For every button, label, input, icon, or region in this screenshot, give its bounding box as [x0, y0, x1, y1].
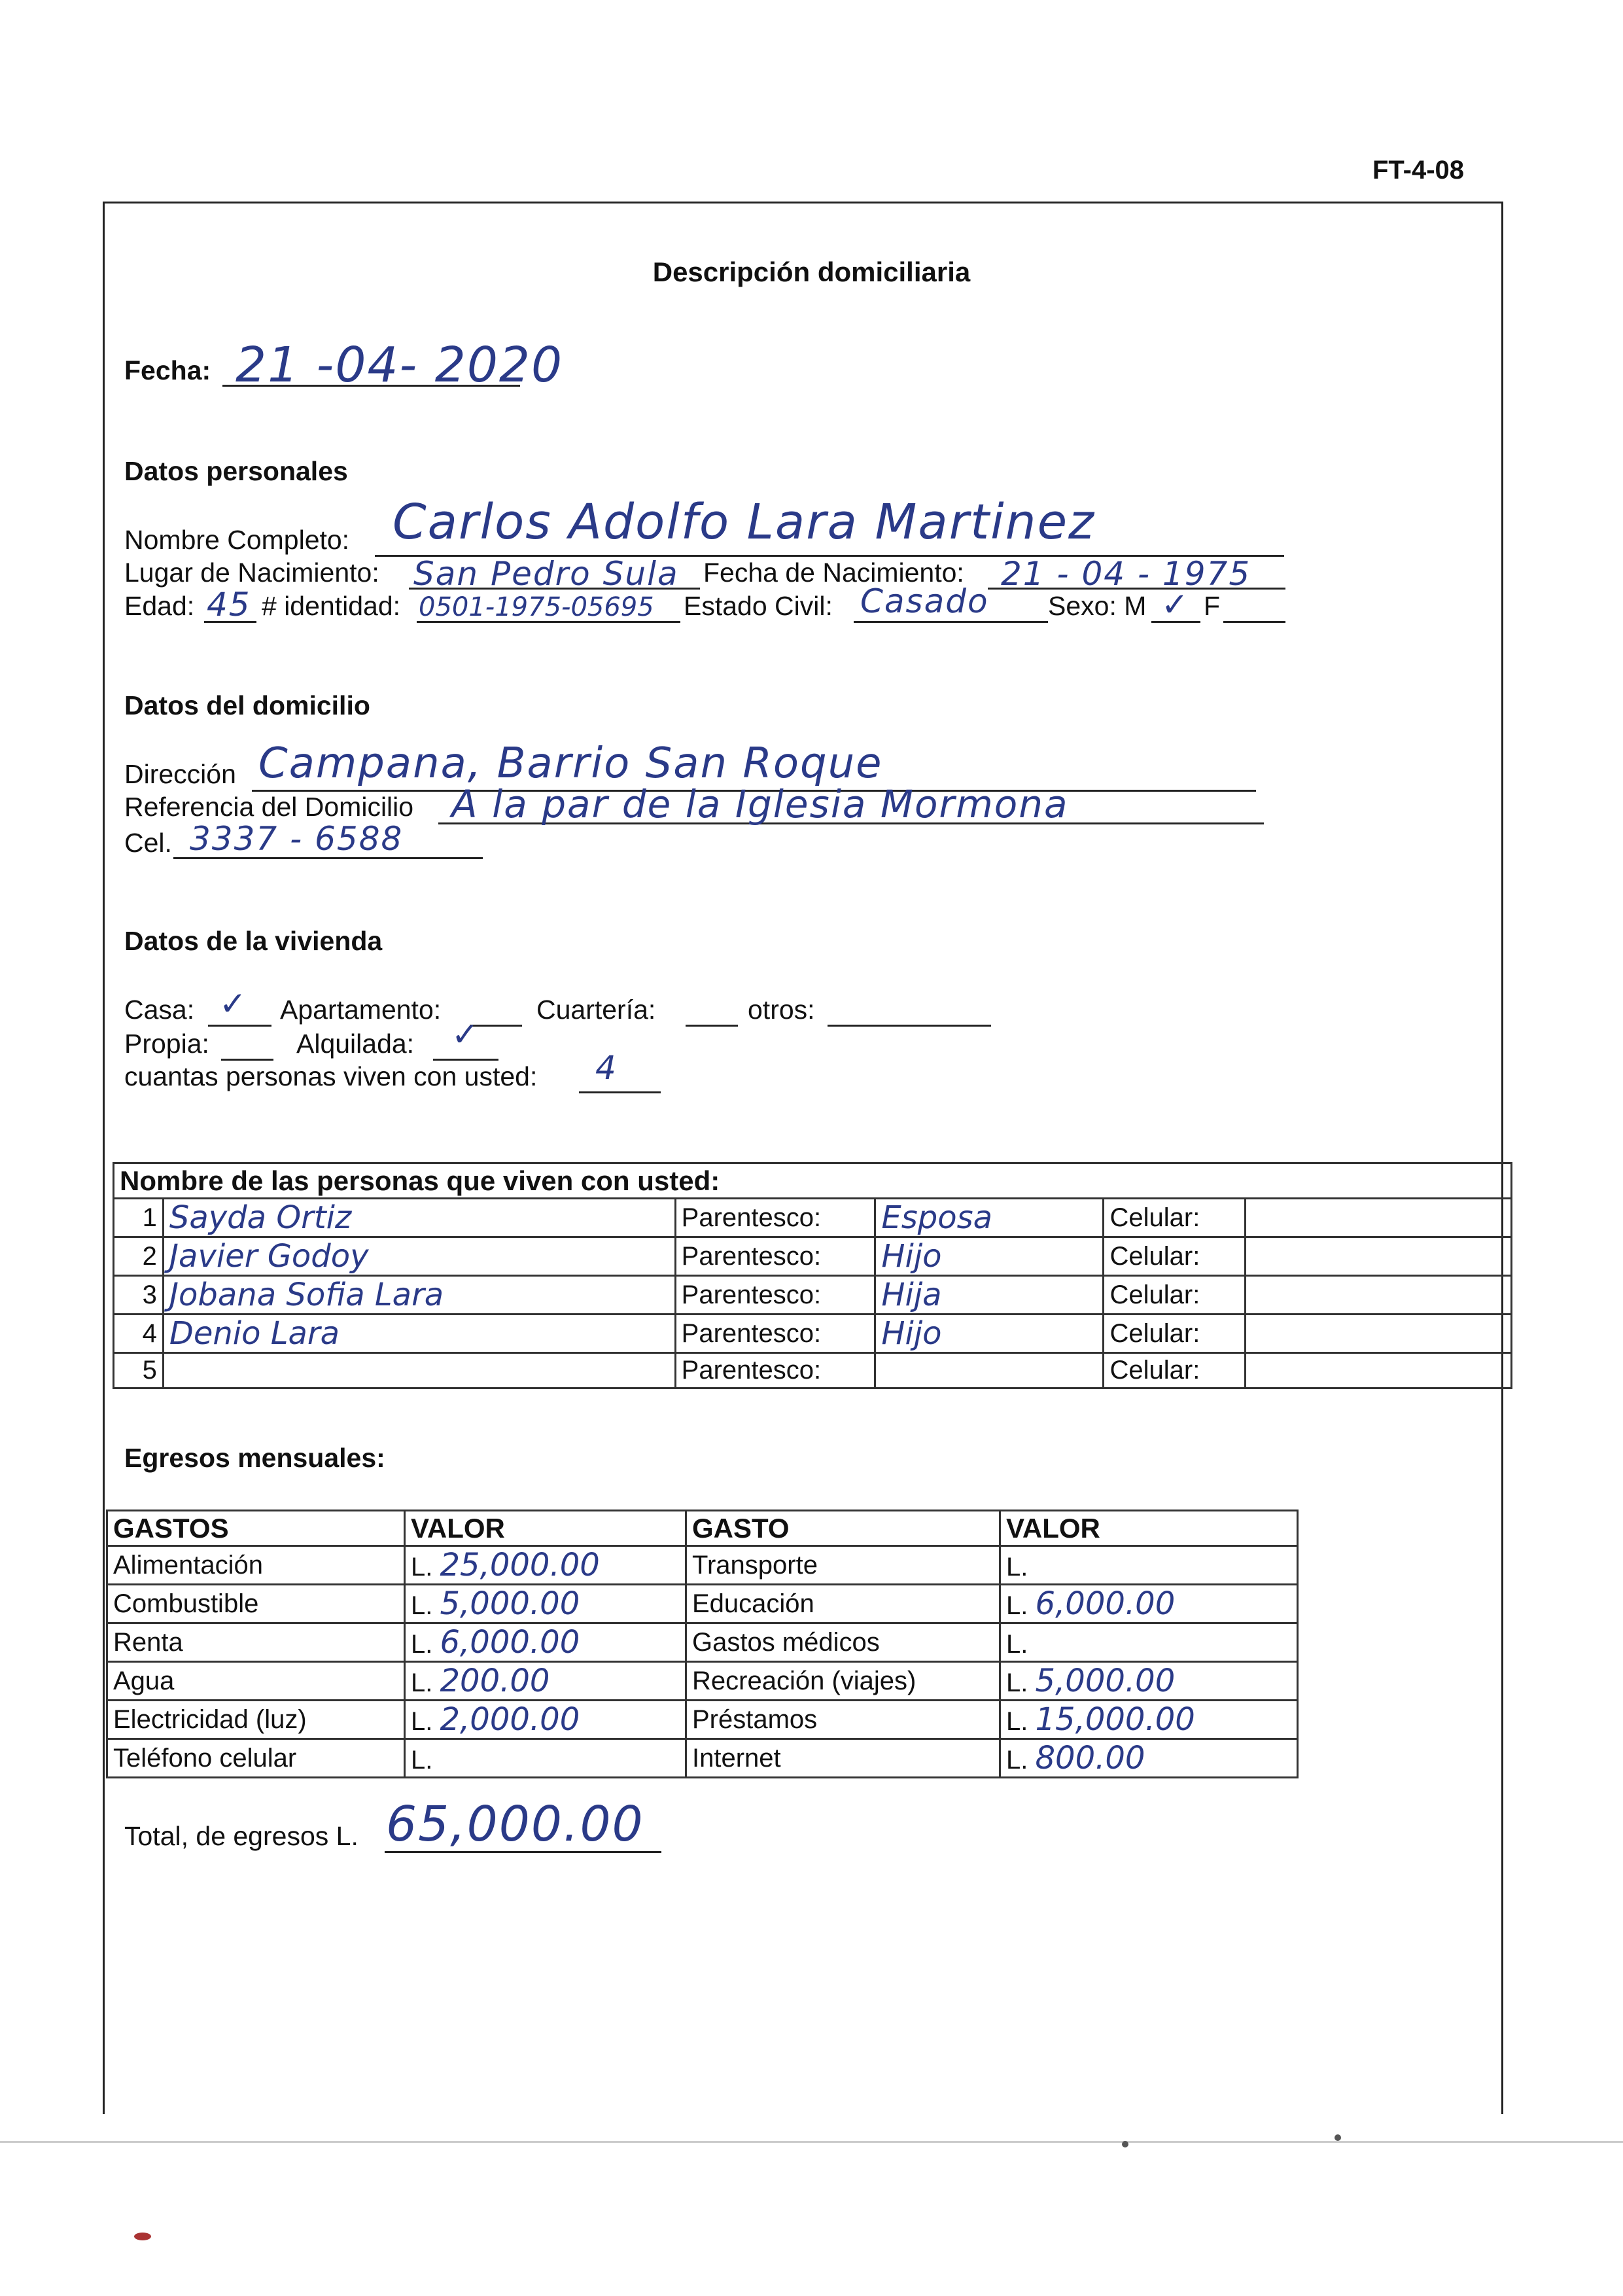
estado-civil-line	[854, 621, 1048, 623]
table-row	[107, 1662, 1298, 1701]
table-row	[114, 1199, 1512, 1237]
edad-label: Edad:	[124, 591, 195, 621]
propia-line	[221, 1059, 273, 1061]
gasto-valor-amount: 6,000.00	[440, 1624, 580, 1661]
fecha-nac-value: 21 - 04 - 1975	[1001, 555, 1251, 593]
table-row	[114, 1353, 1512, 1388]
celular-label: Celular:	[1104, 1199, 1246, 1237]
alquilada-line	[433, 1059, 498, 1061]
table-row	[107, 1546, 1298, 1585]
currency-label: L.	[1006, 1669, 1028, 1697]
parentesco-label: Parentesco:	[675, 1353, 875, 1388]
fecha-nac-label: Fecha de Nacimiento:	[703, 557, 964, 588]
gasto-valor-amount: 6,000.00	[1035, 1585, 1176, 1622]
personas-table-header: Nombre de las personas que viven con usted:	[114, 1163, 1512, 1199]
persona-nombre: Denio Lara	[163, 1315, 675, 1353]
gasto-valor	[405, 1662, 686, 1701]
col-valor: VALOR	[405, 1511, 686, 1546]
col-gastos: GASTOS	[107, 1511, 405, 1546]
gasto-valor	[405, 1546, 686, 1585]
alquilada-checkmark: ✓	[451, 1016, 480, 1053]
total-egresos-label: Total, de egresos L.	[124, 1821, 358, 1851]
fecha-value: 21 -04- 2020	[236, 337, 564, 393]
gasto-valor	[1000, 1662, 1298, 1701]
scan-speck	[134, 2233, 151, 2240]
page-title: Descripción domiciliaria	[652, 256, 971, 287]
cel-value: 3337 - 6588	[190, 820, 404, 858]
gasto-valor	[405, 1623, 686, 1662]
form-code: FT-4-08	[1372, 156, 1465, 185]
currency-label: L.	[1006, 1591, 1028, 1620]
total-egresos-value: 65,000.00	[386, 1796, 644, 1852]
persona-celular	[1246, 1276, 1512, 1315]
persona-celular	[1246, 1353, 1512, 1388]
scan-edge-line	[0, 2141, 1623, 2143]
parentesco-label: Parentesco:	[675, 1199, 875, 1237]
gasto-nombre: Préstamos	[686, 1701, 1000, 1739]
gasto-nombre: Alimentación	[107, 1546, 405, 1585]
table-row	[107, 1623, 1298, 1662]
persona-parentesco: Hijo	[875, 1237, 1104, 1276]
currency-label: L.	[1006, 1553, 1028, 1581]
gasto-valor	[1000, 1623, 1298, 1662]
identidad-value: 0501-1975-05695	[419, 592, 654, 622]
sexo-m-checkmark: ✓	[1161, 586, 1190, 624]
persona-parentesco: Esposa	[875, 1199, 1104, 1237]
gasto-valor-amount: 5,000.00	[1035, 1663, 1176, 1699]
personas-count-value: 4	[595, 1049, 618, 1087]
table-row	[114, 1237, 1512, 1276]
row-number: 2	[114, 1237, 164, 1276]
gasto-valor-amount: 25,000.00	[440, 1547, 600, 1583]
table-row	[114, 1276, 1512, 1315]
cuarteria-label: Cuartería:	[536, 995, 656, 1025]
row-number: 3	[114, 1276, 164, 1315]
casa-label: Casa:	[124, 995, 195, 1025]
currency-label: L.	[1006, 1707, 1028, 1736]
otros-line	[828, 1025, 991, 1027]
referencia-label: Referencia del Domicilio	[124, 792, 414, 822]
casa-line	[208, 1025, 271, 1027]
gasto-valor	[1000, 1701, 1298, 1739]
gasto-valor	[1000, 1546, 1298, 1585]
persona-parentesco: Hija	[875, 1276, 1104, 1315]
persona-nombre: Jobana Sofia Lara	[163, 1276, 675, 1315]
estado-civil-value: Casado	[860, 582, 989, 620]
col-valor-2: VALOR	[1000, 1511, 1298, 1546]
scan-speck	[1335, 2134, 1341, 2141]
gasto-valor	[1000, 1739, 1298, 1778]
personas-count-line	[579, 1091, 661, 1093]
lugar-label: Lugar de Nacimiento:	[124, 557, 379, 588]
row-number: 1	[114, 1199, 164, 1237]
casa-checkmark: ✓	[219, 985, 248, 1023]
identidad-label: # identidad:	[262, 591, 401, 621]
parentesco-label: Parentesco:	[675, 1237, 875, 1276]
gasto-nombre: Recreación (viajes)	[686, 1662, 1000, 1701]
gasto-valor	[405, 1585, 686, 1623]
cuarteria-line	[686, 1025, 738, 1027]
fecha-label: Fecha:	[124, 355, 211, 385]
currency-label: L.	[411, 1669, 433, 1697]
gasto-valor-amount: 2,000.00	[440, 1701, 580, 1738]
persona-parentesco: Hijo	[875, 1315, 1104, 1353]
alquilada-label: Alquilada:	[296, 1029, 415, 1059]
currency-label: L.	[411, 1591, 433, 1620]
gasto-valor-amount: 200.00	[440, 1663, 550, 1699]
celular-label: Celular:	[1104, 1353, 1246, 1388]
persona-celular	[1246, 1315, 1512, 1353]
egresos-table	[106, 1510, 1299, 1778]
sexo-f-line	[1223, 621, 1285, 623]
gasto-valor	[405, 1701, 686, 1739]
gasto-valor-amount: 800.00	[1035, 1740, 1145, 1776]
apartamento-label: Apartamento:	[280, 995, 442, 1025]
gasto-valor-amount: 15,000.00	[1035, 1701, 1195, 1738]
table-row	[114, 1315, 1512, 1353]
gasto-valor	[405, 1739, 686, 1778]
datos-personales-heading: Datos personales	[124, 456, 348, 486]
personas-count-label: cuantas personas viven con usted:	[124, 1061, 538, 1091]
egresos-heading: Egresos mensuales:	[124, 1443, 385, 1473]
celular-label: Celular:	[1104, 1237, 1246, 1276]
referencia-value: A la par de la Iglesia Mormona	[451, 782, 1069, 826]
celular-label: Celular:	[1104, 1276, 1246, 1315]
cel-label: Cel.	[124, 828, 172, 858]
gasto-nombre: Renta	[107, 1623, 405, 1662]
direccion-label: Dirección	[124, 759, 236, 789]
direccion-value: Campana, Barrio San Roque	[258, 739, 883, 788]
currency-label: L.	[411, 1630, 433, 1659]
persona-nombre	[163, 1353, 675, 1388]
row-number: 5	[114, 1353, 164, 1388]
persona-celular	[1246, 1237, 1512, 1276]
gasto-nombre: Gastos médicos	[686, 1623, 1000, 1662]
edad-value: 45	[207, 586, 251, 624]
gasto-nombre: Educación	[686, 1585, 1000, 1623]
sexo-f-label: F	[1204, 591, 1221, 621]
gasto-nombre: Agua	[107, 1662, 405, 1701]
table-row	[107, 1585, 1298, 1623]
persona-parentesco	[875, 1353, 1104, 1388]
otros-label: otros:	[748, 995, 815, 1025]
currency-label: L.	[1006, 1746, 1028, 1775]
domicilio-heading: Datos del domicilio	[124, 690, 370, 720]
estado-civil-label: Estado Civil:	[684, 591, 833, 621]
gasto-valor-amount: 5,000.00	[440, 1585, 580, 1622]
gasto-nombre: Electricidad (luz)	[107, 1701, 405, 1739]
lugar-value: San Pedro Sula	[413, 555, 679, 593]
persona-celular	[1246, 1199, 1512, 1237]
parentesco-label: Parentesco:	[675, 1315, 875, 1353]
table-row	[107, 1739, 1298, 1778]
currency-label: L.	[411, 1553, 433, 1581]
col-gasto: GASTO	[686, 1511, 1000, 1546]
persona-nombre: Sayda Ortiz	[163, 1199, 675, 1237]
vivienda-heading: Datos de la vivienda	[124, 926, 383, 956]
table-row	[107, 1701, 1298, 1739]
nombre-label: Nombre Completo:	[124, 525, 350, 555]
parentesco-label: Parentesco:	[675, 1276, 875, 1315]
currency-label: L.	[411, 1707, 433, 1736]
gasto-nombre: Transporte	[686, 1546, 1000, 1585]
celular-label: Celular:	[1104, 1315, 1246, 1353]
personas-table	[113, 1162, 1512, 1389]
nombre-value: Carlos Adolfo Lara Martinez	[393, 494, 1095, 550]
scan-speck	[1122, 2141, 1128, 2147]
gasto-nombre: Teléfono celular	[107, 1739, 405, 1778]
gasto-nombre: Internet	[686, 1739, 1000, 1778]
persona-nombre: Javier Godoy	[163, 1237, 675, 1276]
sexo-label: Sexo: M	[1048, 591, 1147, 621]
gasto-nombre: Combustible	[107, 1585, 405, 1623]
propia-label: Propia:	[124, 1029, 209, 1059]
currency-label: L.	[411, 1746, 433, 1775]
row-number: 4	[114, 1315, 164, 1353]
gasto-valor	[1000, 1585, 1298, 1623]
currency-label: L.	[1006, 1630, 1028, 1659]
